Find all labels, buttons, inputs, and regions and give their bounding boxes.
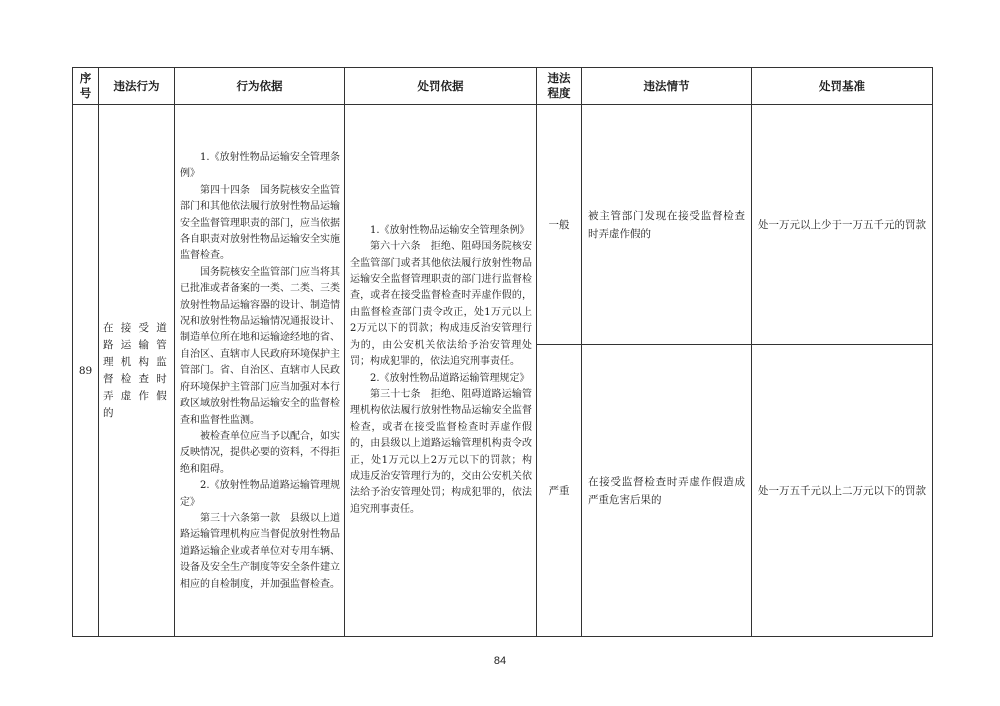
row-act-text: 在接受道路运输管理机构监督检查时弄虚作假的 bbox=[103, 321, 170, 419]
penalty-basis-paragraph: 第三十七条 拒绝、阻碍道路运输管理机构依法履行放射性物品运输安全监督检查，或者在接受监督检查时弄虚作假的，由县级以上道路运输管理机构责令改正，处1万元以上2万元以下的罚款；构成违反治安管理行为的，交由公安机关依法给予治安管理处罚；构成犯罪的，依法追究刑事责任。 bbox=[350, 388, 532, 515]
standard-general bbox=[752, 105, 933, 345]
degree-serious: 严重 bbox=[537, 345, 582, 637]
circumstance-serious-text: 在接受监督检查时弄虚作假造成严重危害后果的 bbox=[588, 475, 745, 506]
basis-paragraph: 第三十六条第一款 县级以上道路运输管理机构应当督促放射性物品道路运输企业或者单位对专用车辆、设备及安全生产制度等安全条件建立相应的自检制度，并加强监督检查。 bbox=[180, 512, 340, 590]
basis-paragraph: 被检查单位应当予以配合，如实反映情况，提供必要的资料，不得拒绝和阻碍。 bbox=[180, 430, 340, 475]
circumstance-general bbox=[582, 105, 752, 345]
basis-paragraph: 1.《放射性物品运输安全管理条例》 bbox=[180, 152, 340, 180]
table-row bbox=[73, 105, 933, 345]
header-penalty-basis: 处罚依据 bbox=[345, 68, 537, 105]
basis-paragraph: 国务院核安全监管部门应当将其已批准或者备案的一类、二类、三类放射性物品运输容器的设计、制造情况和放射性物品运输情况通报设计、制造单位所在地和运输途经地的省、自治区、直辖市人民政府环境保护主管部门。省、自治区、直辖市人民政府环境保护主管部门应当加强对本行政区域放射性物品运输安全的监督检查和监督性监测。 bbox=[180, 266, 340, 426]
standard-serious bbox=[752, 345, 933, 637]
basis-paragraph: 第四十四条 国务院核安全监管部门和其他依法履行放射性物品运输安全监督管理职责的部门，应当依据各自职责对放射性物品运输安全实施监督检查。 bbox=[180, 184, 340, 262]
page-number: 84 bbox=[493, 655, 507, 667]
table-header-row bbox=[73, 68, 933, 105]
header-basis: 行为依据 bbox=[175, 68, 345, 105]
standard-serious-text: 处一万五千元以上二万元以下的罚款 bbox=[758, 484, 926, 497]
circumstance-serious bbox=[582, 345, 752, 637]
penalty-basis-paragraph: 2.《放射性物品道路运输管理规定》 bbox=[370, 372, 530, 384]
header-degree: 违法程度 bbox=[537, 68, 582, 105]
basis-paragraph: 2.《放射性物品道路运输管理规定》 bbox=[180, 480, 340, 508]
standard-general-text: 处一万元以上少于一万五千元的罚款 bbox=[758, 218, 926, 231]
penalty-basis-paragraph: 1.《放射性物品运输安全管理条例》 bbox=[370, 224, 530, 236]
row-penalty-basis bbox=[345, 105, 537, 637]
row-basis bbox=[175, 105, 345, 637]
penalty-basis-paragraph: 第六十六条 拒绝、阻碍国务院核安全监管部门或者其他依法履行放射性物品运输安全监督管理职责的部门进行监督检查，或者在接受监督检查时弄虚作假的，由监督检查部门责令改正，处1万元以上2万元以下的罚款；构成违反治安管理行为的，由公安机关依法给予治安管理处罚；构成犯罪的，依法追究刑事责任。 bbox=[350, 241, 532, 368]
header-act: 违法行为 bbox=[99, 68, 175, 105]
degree-general: 一般 bbox=[537, 105, 582, 345]
penalty-table bbox=[72, 67, 933, 637]
header-seq: 序号 bbox=[73, 68, 99, 105]
header-circumstance: 违法情节 bbox=[582, 68, 752, 105]
row-seq: 89 bbox=[73, 105, 99, 637]
circumstance-general-text: 被主管部门发现在接受监督检查时弄虚作假的 bbox=[588, 209, 745, 240]
row-act bbox=[99, 105, 175, 637]
header-standard: 处罚基准 bbox=[752, 68, 933, 105]
